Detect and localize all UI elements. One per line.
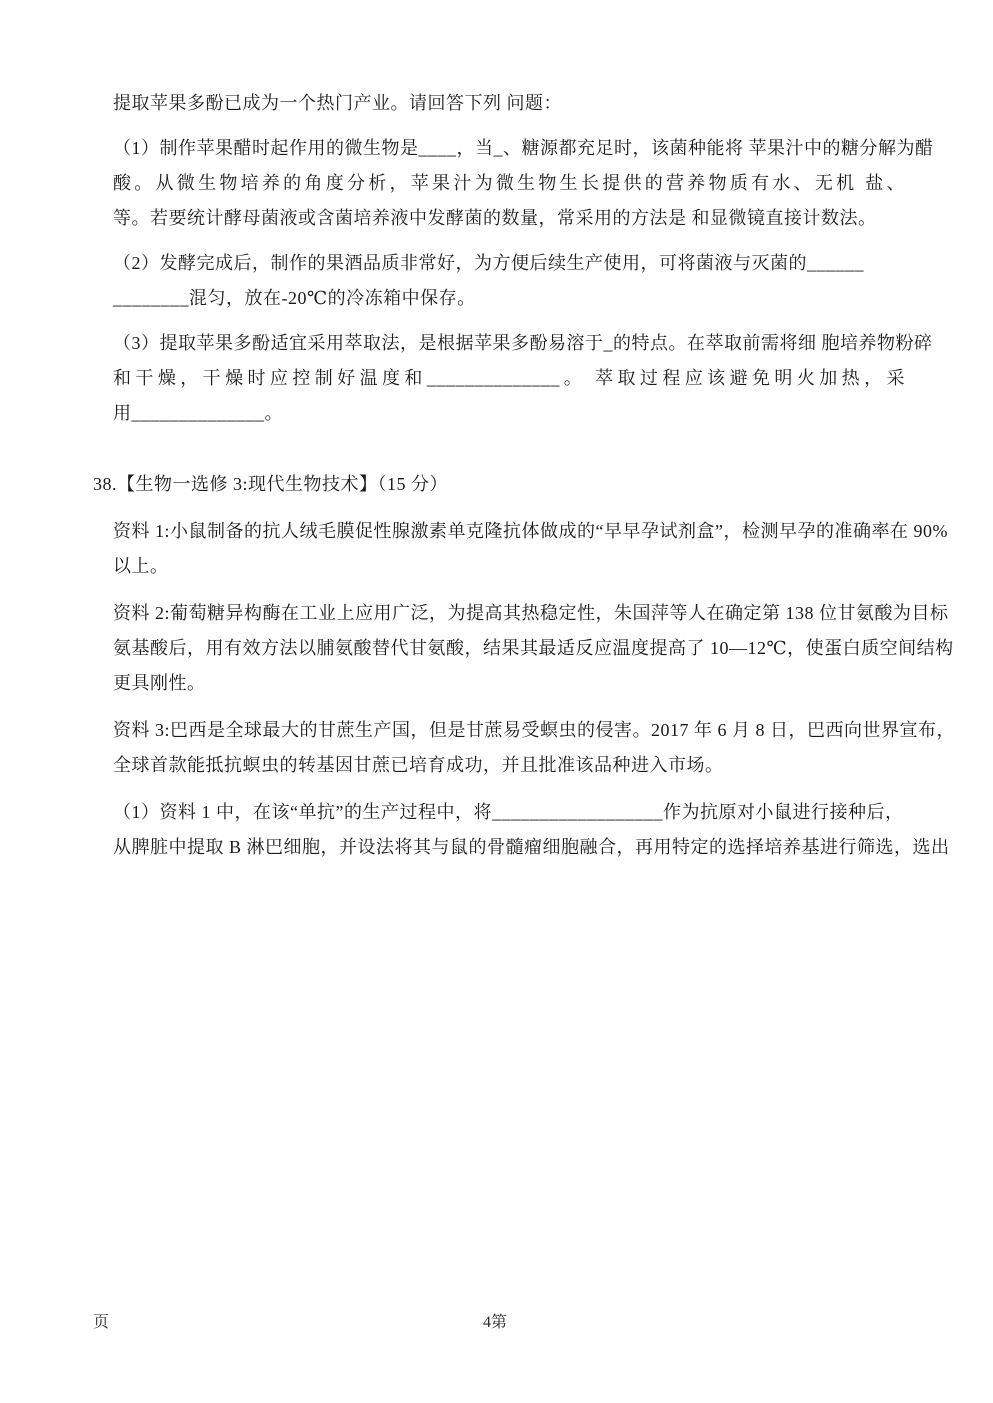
text-line: 以上。 (113, 556, 169, 576)
text-line: 用______________。 (113, 403, 283, 423)
question-38-part-1 (113, 795, 950, 865)
text-line: （1）资料 1 中，在该“单抗”的生产过程中，将__________________作为抗原对小鼠进行接种后， (113, 802, 904, 822)
footer-page-number: 4第 (483, 1314, 508, 1331)
question-38-heading (93, 467, 905, 502)
text-line: （3）提取苹果多酚适宜采用萃取法，是根据苹果多酚易溶于_的特点。在萃取前需将细 胞培养物粉碎 (113, 333, 933, 353)
text-line: （2）发酵完成后，制作的果酒品质非常好，为方便后续生产使用，可将菌液与灭菌的______ (113, 253, 864, 273)
text-line: 更具刚性。 (113, 673, 206, 693)
footer-page-label-left: 页 (93, 1314, 110, 1331)
text-line: 和干燥，干燥时应控制好温度和______________。 萃取过程应该避免明火加热，采 (113, 368, 905, 388)
text-line: 等。若要统计酵母菌液或含菌培养液中发酵菌的数量，常采用的方法是 和显微镜直接计数法。 (113, 208, 877, 228)
document-body (93, 86, 955, 877)
page-footer (0, 1308, 993, 1338)
text-line: 氨基酸后，用有效方法以脯氨酸替代甘氨酸，结果其最适反应温度提高了 10—12℃，使蛋白质空间结构 (113, 638, 954, 658)
text-line: 资料 2:葡萄糖异构酶在工业上应用广泛，为提高其热稳定性，朱国萍等人在确定第 138 位甘氨酸为目标 (113, 603, 949, 623)
question-37-part-2 (113, 246, 905, 316)
text-line: 38.【生物一选修 3:现代生物技术】（15 分） (93, 474, 448, 494)
text-line: 资料 1:小鼠制备的抗人绒毛膜促性腺激素单克隆抗体做成的“早早孕试剂盒”，检测早孕的准确率在 90% (113, 521, 948, 541)
material-3 (113, 713, 955, 783)
material-1 (113, 514, 948, 584)
text-line: ________混匀，放在-20℃的冷冻箱中保存。 (113, 288, 476, 308)
text-line: 资料 3:巴西是全球最大的甘蔗生产国，但是甘蔗易受螟虫的侵害。2017 年 6 月 8 日，巴西向世界宣布， (113, 720, 955, 740)
text-line: 提取苹果多酚已成为一个热门产业。请回答下列 问题： (113, 93, 562, 113)
intro-paragraph (113, 86, 905, 121)
text-line: 全球首款能抵抗螟虫的转基因甘蔗已培育成功，并且批准该品种进入市场。 (113, 755, 724, 775)
question-37-part-1 (113, 131, 934, 236)
text-line: （1）制作苹果醋时起作用的微生物是____，当_、糖源都充足时，该菌种能将 苹果汁中的糖分解为醋 (113, 138, 934, 158)
text-line: 从脾脏中提取 B 淋巴细胞，并设法将其与鼠的骨髓瘤细胞融合，再用特定的选择培养基进行筛选，选出 (113, 837, 950, 857)
question-37-part-3 (113, 326, 933, 431)
text-line: 酸。从微生物培养的角度分析，苹果汁为微生物生长提供的营养物质有水、无机 盐、 (113, 173, 905, 193)
material-2 (113, 596, 954, 701)
